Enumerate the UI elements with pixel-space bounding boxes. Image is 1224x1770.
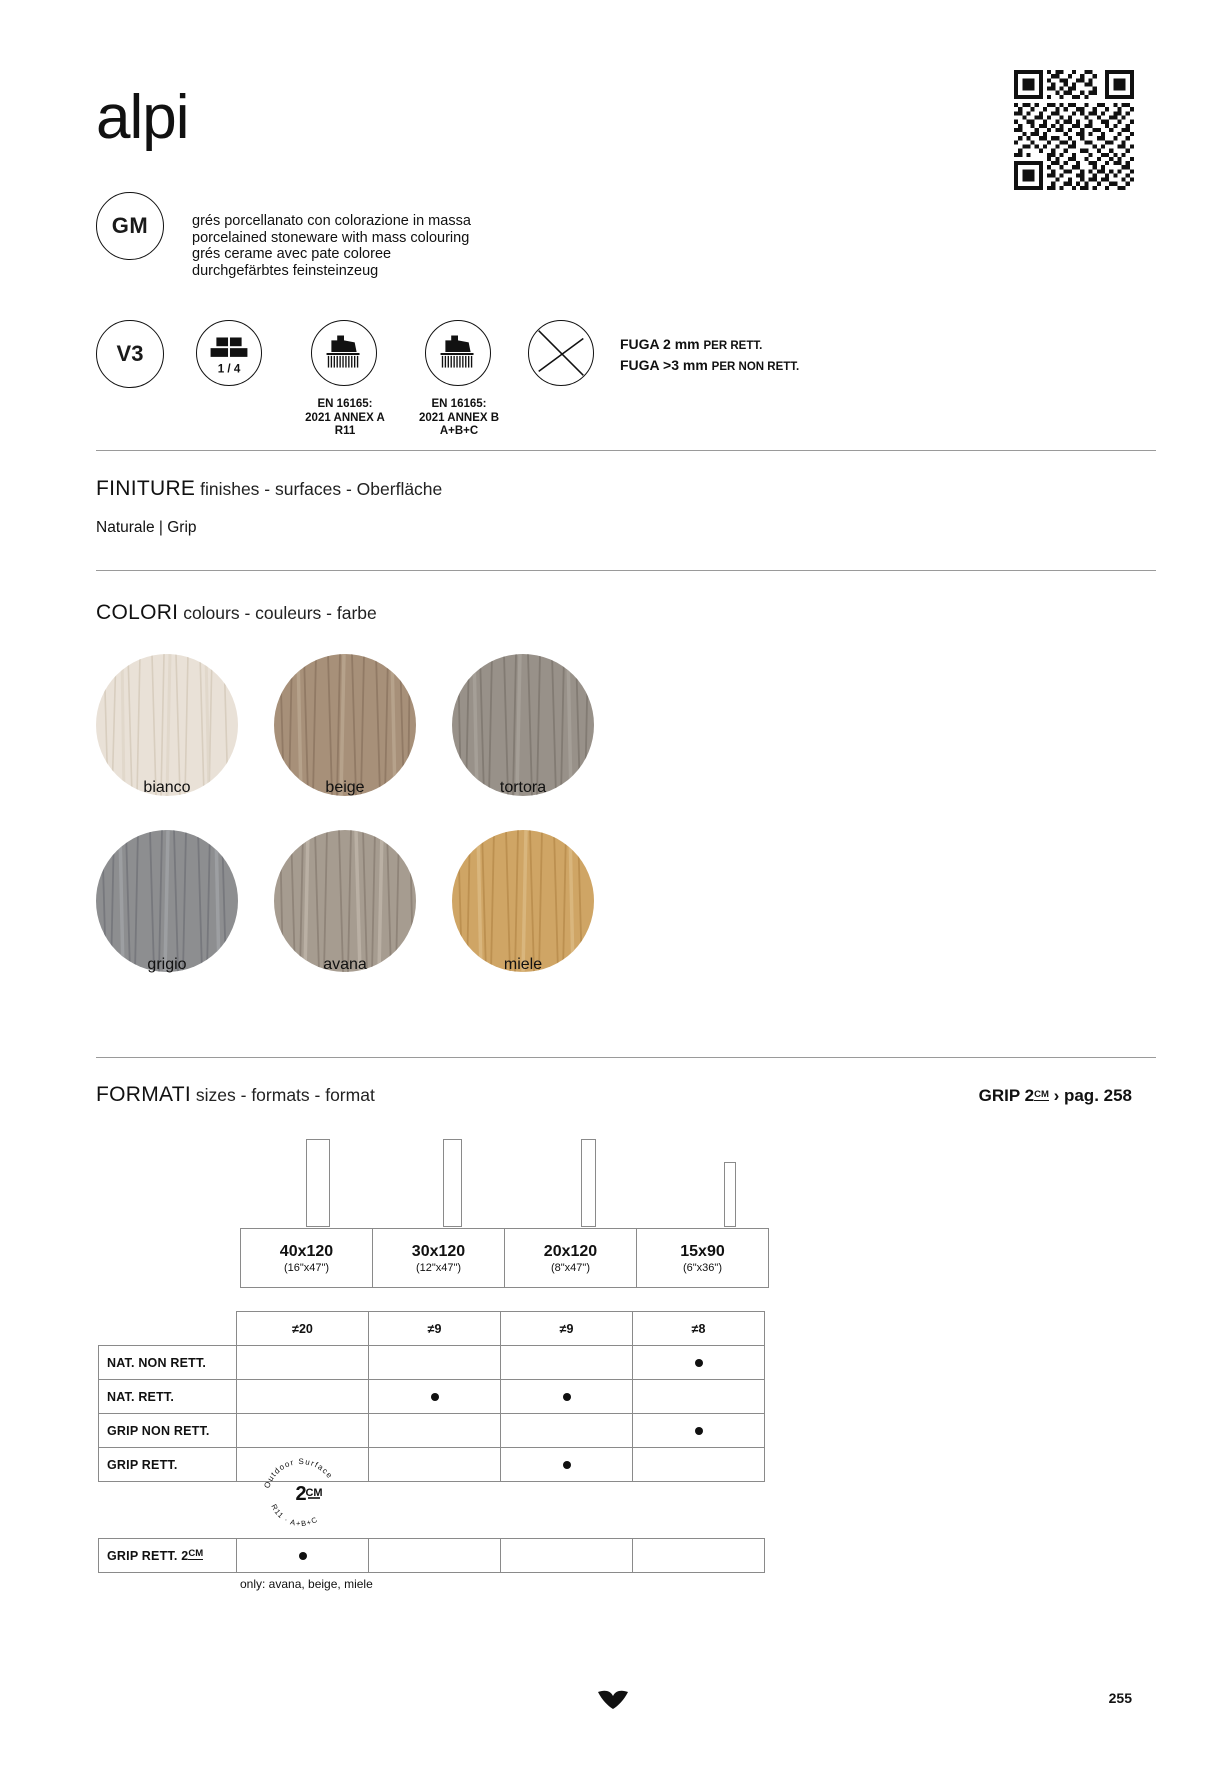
slip-caption-a — [287, 398, 403, 439]
format-name-1: 30x120 — [411, 1242, 466, 1260]
slip-resistance-icon-a — [311, 320, 377, 386]
sizes-header-table — [240, 1228, 769, 1288]
cm-badge-icon: CM — [1034, 1089, 1049, 1100]
colours-heading-rest: colours - couleurs - farbe — [178, 603, 377, 623]
colours-heading — [96, 601, 377, 625]
joint-line-1-small: PER RETT. — [703, 340, 763, 352]
table-row-thickness — [99, 1312, 765, 1346]
cell-grip2cm-15x90 — [633, 1539, 765, 1573]
cell-nat-non-rett-15x90 — [633, 1346, 765, 1380]
slip-caption-a-line1: EN 16165: — [317, 398, 373, 410]
format-name-2: 20x120 — [543, 1242, 598, 1260]
tile-preview-15x90 — [724, 1162, 736, 1227]
shade-variation-badge: V3 — [96, 320, 164, 388]
cell-nat-rett-30x120 — [369, 1380, 501, 1414]
cell-grip-non-rett-40x120 — [237, 1414, 369, 1448]
colour-label-bianco: bianco — [143, 779, 191, 796]
cell-grip-non-rett-15x90 — [633, 1414, 765, 1448]
joint-width-text — [620, 335, 799, 377]
svg-text:Outdoor Surface: Outdoor Surface — [262, 1456, 335, 1490]
format-cell-1 — [373, 1229, 505, 1288]
thickness-0: ≠20 — [237, 1312, 369, 1346]
cell-grip-non-rett-20x120 — [501, 1414, 633, 1448]
cell-grip-rett-30x120 — [369, 1448, 501, 1482]
sizes-heading-bold: FORMATI — [96, 1083, 192, 1106]
format-cell-3 — [637, 1229, 769, 1288]
divider-2 — [96, 570, 1156, 571]
format-inch-1: (12"x47") — [415, 1261, 462, 1274]
colour-swatch-bianco[interactable] — [96, 654, 238, 796]
cell-nat-non-rett-20x120 — [501, 1346, 633, 1380]
availability-note: only: avana, beige, miele — [240, 1577, 373, 1591]
row-label-grip-non-rett: GRIP NON RETT. — [99, 1414, 237, 1448]
cm-badge-icon: CM — [188, 1548, 204, 1559]
svg-text:CM: CM — [305, 1487, 323, 1499]
cell-nat-rett-20x120 — [501, 1380, 633, 1414]
table-row — [99, 1448, 765, 1482]
brand-mark-icon — [596, 1688, 630, 1710]
slip-caption-b-line1: EN 16165: — [431, 398, 487, 410]
availability-dot — [695, 1356, 703, 1370]
cell-grip-rett-15x90 — [633, 1448, 765, 1482]
divider-3 — [96, 1057, 1156, 1058]
joint-width-icon — [528, 320, 594, 386]
tile-preview-30x120 — [443, 1139, 462, 1227]
cell-nat-non-rett-30x120 — [369, 1346, 501, 1380]
material-description — [192, 213, 712, 279]
qr-code-icon — [1014, 70, 1134, 190]
availability-dot — [563, 1458, 571, 1472]
cell-grip2cm-30x120 — [369, 1539, 501, 1573]
colour-swatch-tortora[interactable] — [452, 654, 594, 796]
format-cell-0 — [241, 1229, 373, 1288]
thickness-row-spacer — [99, 1312, 237, 1346]
colour-label-grigio: grigio — [147, 956, 187, 973]
colour-swatch-miele[interactable] — [452, 830, 594, 972]
row-label-grip-rett-2cm — [99, 1539, 237, 1573]
availability-dot — [431, 1390, 439, 1404]
grip-ref-suffix: › pag. 258 — [1048, 1086, 1132, 1105]
grip-2cm-table — [98, 1538, 765, 1573]
outdoor-surface-seal-icon — [258, 1450, 344, 1536]
joint-line-1-strong: FUGA 2 mm — [620, 336, 700, 352]
colour-label-miele: miele — [503, 956, 543, 973]
colour-swatch-grigio[interactable] — [96, 830, 238, 972]
slip-caption-a-line2: 2021 ANNEX A — [305, 411, 385, 424]
grip-2cm-label-prefix: GRIP RETT. 2 — [107, 1549, 189, 1563]
colour-swatch-avana[interactable] — [274, 830, 416, 972]
joint-line-1 — [620, 335, 799, 356]
cell-grip2cm-20x120 — [501, 1539, 633, 1573]
joint-line-2-small: PER NON RETT. — [711, 361, 800, 373]
cell-nat-rett-15x90 — [633, 1380, 765, 1414]
cell-nat-rett-40x120 — [237, 1380, 369, 1414]
cell-nat-non-rett-40x120 — [237, 1346, 369, 1380]
material-line-fr: grés cerame avec pate coloree — [192, 246, 392, 262]
gm-badge: GM — [96, 192, 164, 260]
cell-grip2cm-40x120 — [237, 1539, 369, 1573]
row-label-grip-rett: GRIP RETT. — [99, 1448, 237, 1482]
page-number: 255 — [1108, 1690, 1132, 1706]
cell-grip-non-rett-30x120 — [369, 1414, 501, 1448]
table-row-formats — [241, 1229, 769, 1288]
row-label-nat-rett: NAT. RETT. — [99, 1380, 237, 1414]
slip-resistance-icon-b — [425, 320, 491, 386]
tile-preview-20x120 — [581, 1139, 596, 1227]
colours-heading-bold: COLORI — [96, 601, 179, 624]
colour-label-avana: avana — [323, 956, 367, 973]
finishes-heading — [96, 477, 442, 501]
colour-label-tortora: tortora — [499, 779, 547, 796]
table-row — [99, 1380, 765, 1414]
finishes-heading-bold: FINITURE — [96, 477, 196, 500]
format-inch-2: (8"x47") — [551, 1261, 590, 1274]
format-name-3: 15x90 — [680, 1242, 725, 1260]
table-row — [99, 1539, 765, 1573]
page-title: alpi — [96, 83, 189, 152]
sizes-heading — [96, 1083, 375, 1107]
slip-caption-b — [401, 398, 517, 439]
format-cell-2 — [505, 1229, 637, 1288]
grip-ref-prefix: GRIP 2 — [978, 1086, 1035, 1105]
material-line-de: durchgefärbtes feinsteinzeug — [192, 262, 379, 279]
tile-layout-label: 1 / 4 — [217, 362, 241, 376]
tile-layout-icon — [196, 320, 262, 386]
availability-dot — [563, 1390, 571, 1404]
divider-1 — [96, 450, 1156, 451]
availability-dot — [299, 1549, 307, 1563]
svg-text:R11 · A+B+C: R11 · A+B+C — [269, 1502, 320, 1529]
format-inch-3: (6"x36") — [683, 1261, 722, 1274]
joint-line-2 — [620, 356, 799, 377]
thickness-3: ≠8 — [633, 1312, 765, 1346]
joint-line-2-strong: FUGA >3 mm — [620, 357, 708, 373]
tile-preview-40x120 — [306, 1139, 330, 1227]
svg-text:2: 2 — [295, 1483, 307, 1505]
cell-grip-rett-20x120 — [501, 1448, 633, 1482]
slip-caption-b-line3: A+B+C — [439, 425, 479, 437]
format-name-0: 40x120 — [279, 1242, 334, 1260]
colour-swatch-beige[interactable] — [274, 654, 416, 796]
thickness-2: ≠9 — [501, 1312, 633, 1346]
finishes-value: Naturale | Grip — [96, 519, 197, 536]
availability-dot — [695, 1424, 703, 1438]
sizes-matrix-table — [98, 1311, 765, 1482]
row-label-nat-non-rett: NAT. NON RETT. — [99, 1346, 237, 1380]
material-line-it: grés porcellanato con colorazione in massa — [192, 213, 471, 229]
slip-caption-b-line2: 2021 ANNEX B — [418, 411, 500, 424]
colour-label-beige: beige — [325, 779, 365, 796]
table-row — [99, 1414, 765, 1448]
format-inch-0: (16"x47") — [283, 1261, 330, 1274]
grip-page-reference[interactable] — [979, 1086, 1132, 1106]
thickness-1: ≠9 — [369, 1312, 501, 1346]
slip-caption-a-line3: R11 — [334, 425, 356, 437]
sizes-heading-rest: sizes - formats - format — [191, 1085, 375, 1105]
table-row — [99, 1346, 765, 1380]
finishes-heading-rest: finishes - surfaces - Oberfläche — [195, 479, 443, 499]
material-line-en: porcelained stoneware with mass colouring — [192, 229, 470, 246]
